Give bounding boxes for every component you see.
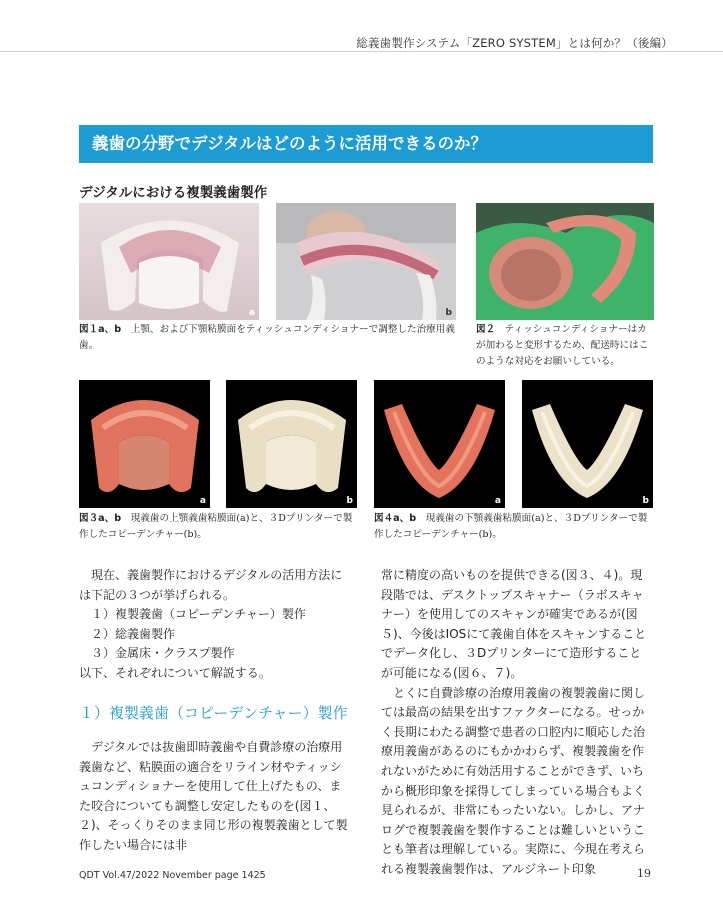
fig4b-photo [522, 380, 653, 508]
fig2-number: 図２ [476, 324, 496, 335]
journal-citation: QDT Vol.47/2022 November page 1425 [79, 870, 266, 881]
fig3b-label: b [346, 496, 353, 506]
article-banner: 義歯の分野でデジタルはどのように活用できるのか？ [79, 125, 653, 163]
fig1-text: 上顎、および下顎粘膜面をティッシュコンディショナーで調整した治療用義歯。 [79, 324, 455, 351]
fig1-caption [79, 322, 469, 354]
right-column [381, 566, 653, 880]
body-paragraph: 常に精度の高いものを提供できる(図３、４)。現段階では、デスクトップスキャナー（ラボスキャナー）を使用してのスキャンが確実であるが(図５)、今後はIOSにて義歯自体をスキャンすることでデータ化し、３Dプリンターにて造形することが可能になる(図６、７)。 [381, 568, 647, 680]
fig3b-photo [226, 380, 357, 508]
list-item: １）複製義歯（コピーデンチャー）製作 [91, 607, 306, 622]
fig3-number: 図３a、b [79, 513, 122, 524]
fig3-text: 現義歯の上顎義歯粘膜面(a)と、３Dプリンターで製作したコピーデンチャー(b)。 [79, 513, 353, 540]
section-heading: デジタルにおける複製義歯製作 [79, 185, 268, 201]
intro-paragraph: 現在、義歯製作におけるデジタルの活用方法には下記の３つが挙げられる。 [79, 568, 343, 602]
fig4-number: 図４a、b [374, 513, 417, 524]
fig3a-label: a [199, 496, 206, 506]
fig1a-label: a [248, 308, 255, 318]
running-title: 総義歯製作システム「ZERO SYSTEM」とは何か？（後編） [356, 36, 673, 50]
left-column-body [79, 738, 351, 856]
fig1a-photo [79, 203, 259, 320]
fig1b-label: b [445, 308, 452, 318]
subsection-title: １）複製義歯（コピーデンチャー）製作 [79, 704, 348, 722]
fig4a-photo [374, 380, 505, 508]
fig2-text: ティッシュコンディショナーはカが加わると変形するため、配送時にはこのような対応をお願いしている。 [476, 324, 649, 367]
fig2-caption [476, 322, 654, 370]
fig2-photo [476, 203, 654, 320]
fig4-text: 現義歯の下顎義歯粘膜面(a)と、３Dプリンターで製作したコピーデンチャー(b)。 [374, 513, 648, 540]
fig3a-photo [79, 380, 210, 508]
fig4a-label: a [494, 496, 501, 506]
fig4-caption [374, 511, 654, 543]
list-item: ２）総義歯製作 [91, 626, 176, 641]
body-paragraph: とくに自費診療の治療用義歯の複製義歯に関しては最高の結果を出すファクターになる。せっかく長期にわたる調整で患者の口腔内に順応した治療用義歯があるのにもかかわらず、複製義歯を作れないがために有効活用することができず、いちから概形印象を採得してしまっている場合もよく見られるが、非常にもったいない。しかし、アナログで複製義歯を製作することは難しいということも筆者は理解している。実際に、今現在考えられる複製義歯製作は、アルジネート印象 [381, 685, 646, 876]
body-paragraph: デジタルでは抜歯即時義歯や自費診療の治療用義歯など、粘膜面の適合をリライン材やティッシュコンディショナーを使用して仕上げたもの、また咬合についても調整し安定したものを(図１、２)、そっくりそのまま同じ形の複製義歯として製作したい場合には非 [79, 740, 348, 852]
list-item: ３）金属床・クラスプ製作 [91, 646, 235, 661]
fig1b-photo [276, 203, 456, 320]
header-rule [0, 51, 723, 52]
fig4b-label: b [642, 496, 649, 506]
page-number: 19 [637, 867, 651, 880]
fig1-number: 図１a、b [79, 324, 122, 335]
left-column-intro [79, 566, 351, 684]
fig3-caption [79, 511, 359, 543]
outro-paragraph: 以下、それぞれについて解説する。 [79, 665, 271, 680]
